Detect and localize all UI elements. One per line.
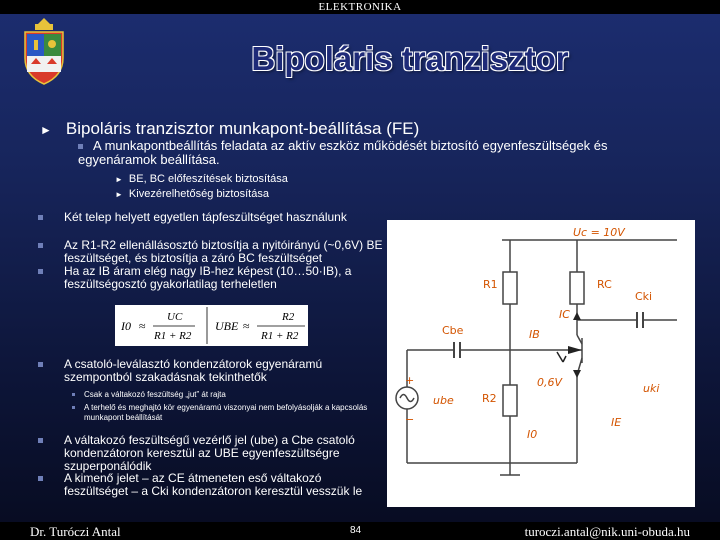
resistor-r1-icon xyxy=(503,272,517,304)
main-bullet xyxy=(40,119,419,139)
capacitor-cki-icon xyxy=(637,312,643,328)
square-bullet-icon xyxy=(38,269,43,274)
ic-arrow-icon xyxy=(573,312,581,320)
sub-bullet-text: A munkapontbeállítás feladata az aktív eszköz működését biztosító egyenfeszültségek és egyenáramok beállítása. xyxy=(78,138,608,167)
university-crest-logo xyxy=(19,14,69,86)
list-item xyxy=(38,238,383,267)
label-rc: RC xyxy=(597,278,612,291)
list-item-text: A váltakozó feszültségű vezérlő jel (ube) a Cbe csatoló kondenzátoron keresztül az UBE egyenfeszültségre szuperponálódik xyxy=(64,433,355,473)
list-item-text: A csatoló-leválasztó kondenzátorok egyenáramú szempontból szakadásnak tekinthetők xyxy=(64,357,323,384)
label-cki: Cki xyxy=(635,290,653,303)
square-bullet-icon xyxy=(38,438,43,443)
sub2-item xyxy=(115,188,269,200)
footer-email: turoczi.antal@nik.uni-obuda.hu xyxy=(524,524,690,539)
label-i0: I0 xyxy=(527,428,538,441)
footer-author: Dr. Turóczi Antal xyxy=(30,524,121,539)
square-bullet-icon xyxy=(78,144,83,149)
sub2-text: Kivezérelhetőség biztosítása xyxy=(128,188,269,200)
emitter-arrow-icon xyxy=(573,370,581,378)
formula-r1r2: R1 + R2 xyxy=(154,330,192,342)
triangle-bullet-icon: ► xyxy=(115,175,123,184)
sub-list-item-text: A terhelő és meghajtó kör egyenáramú viszonyai nem befolyásolják a kapcsolás munkapont beállítását xyxy=(84,403,368,422)
formula-r2: R2 xyxy=(282,311,295,323)
label-plus: + xyxy=(405,374,415,387)
square-bullet-icon xyxy=(72,393,75,396)
footer-page-number: 84 xyxy=(350,525,362,536)
sub-list-item xyxy=(72,403,372,423)
page-title: Bipoláris tranzisztor xyxy=(251,40,569,77)
list-item-text: Az R1-R2 ellenállásosztó biztosítja a nyitóirányú (~0,6V) BE feszültséget, és biztosítja a záró BC feszültséget xyxy=(64,238,383,265)
label-r1: R1 xyxy=(483,278,498,291)
label-ie: IE xyxy=(611,416,622,429)
capacitor-cbe-icon xyxy=(454,342,460,358)
square-bullet-icon xyxy=(72,406,75,409)
sub2-item xyxy=(115,173,288,185)
square-bullet-icon xyxy=(38,362,43,367)
square-bullet-icon xyxy=(38,243,43,248)
list-item-text: A kimenő jelet – az CE átmeneten eső váltakozó feszültséget – a Cki kondenzátoron keresztül vesszük le xyxy=(64,471,363,498)
resistor-r2-icon xyxy=(503,385,517,416)
sub-list-item xyxy=(72,390,372,400)
ib-arrow-icon xyxy=(568,346,582,354)
label-ube: ube xyxy=(433,394,454,407)
formula-r1r2-2: R1 + R2 xyxy=(261,330,299,342)
sub-bullet xyxy=(78,139,668,167)
label-r2: R2 xyxy=(482,392,497,405)
label-v06: 0,6V xyxy=(537,376,563,389)
formula-i0: I0 xyxy=(121,319,131,333)
list-item-text: Ha az IB áram elég nagy IB-hez képest (10…50·IB), a feszültségosztó gyakorlatilag terheletlen xyxy=(64,264,352,291)
sub-list-item-text: Csak a váltakozó feszültség „jut” át rajta xyxy=(84,390,226,399)
list-item xyxy=(38,265,378,293)
circuit-diagram xyxy=(387,220,695,507)
header-title: ELEKTRONIKA xyxy=(318,1,402,13)
label-ib: IB xyxy=(529,328,540,341)
formula-approx-2: ≈ xyxy=(243,319,250,333)
formula-approx: ≈ xyxy=(139,319,146,333)
triangle-bullet-icon: ► xyxy=(40,123,52,137)
formula-uc: UC xyxy=(167,311,183,323)
label-minus: − xyxy=(405,413,415,426)
triangle-bullet-icon: ► xyxy=(115,190,123,199)
list-item xyxy=(38,434,358,474)
divider-formula xyxy=(115,305,308,346)
square-bullet-icon xyxy=(38,476,43,481)
label-uc: Uc = 10V xyxy=(573,226,625,239)
list-item-text: Két telep helyett egyetlen tápfeszültséget használunk xyxy=(64,210,347,224)
list-item xyxy=(38,358,338,386)
square-bullet-icon xyxy=(38,215,43,220)
label-ic: IC xyxy=(559,308,570,321)
sub2-text: BE, BC előfeszítések biztosítása xyxy=(128,173,288,185)
label-uki: uki xyxy=(643,382,660,395)
list-item xyxy=(38,472,368,500)
main-bullet-text: Bipoláris tranzisztor munkapont-beállítása (FE) xyxy=(65,119,420,138)
resistor-rc-icon xyxy=(570,272,584,304)
formula-ube: UBE xyxy=(215,319,239,333)
label-cbe: Cbe xyxy=(442,324,464,337)
list-item xyxy=(38,211,378,225)
